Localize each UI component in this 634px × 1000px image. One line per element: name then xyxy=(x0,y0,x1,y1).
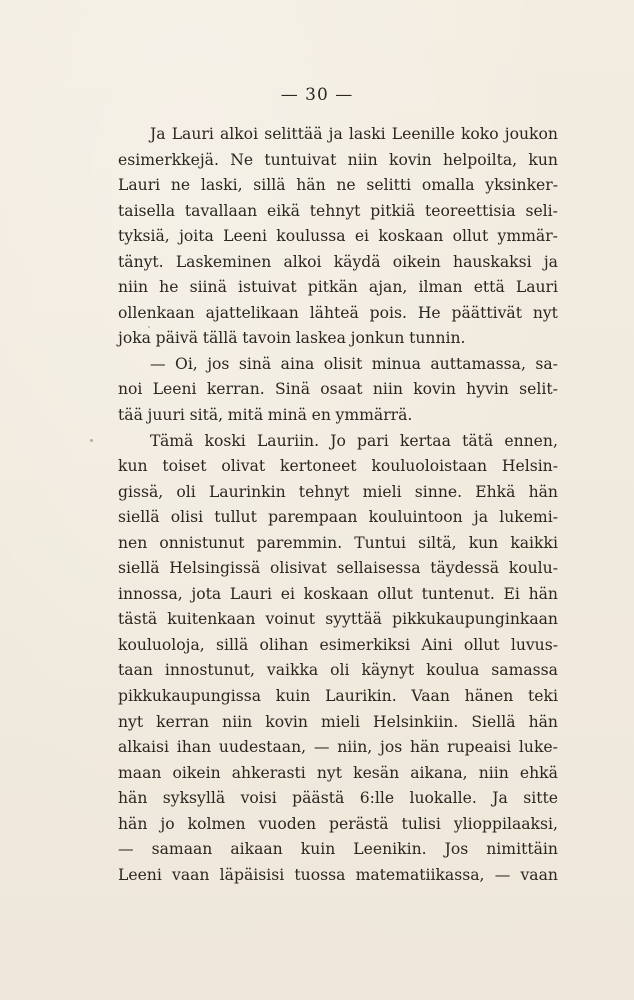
word: kouluoloja, xyxy=(118,635,205,654)
word: Tämä xyxy=(150,431,194,450)
word: 6:lle xyxy=(359,789,395,808)
word: kovin xyxy=(413,380,456,399)
word: Lauri xyxy=(118,176,161,195)
word: Leenikin. xyxy=(353,840,427,859)
word: koulu- xyxy=(508,559,558,578)
word: siellä xyxy=(118,559,160,578)
word: siltä, xyxy=(418,533,457,552)
word: Ne xyxy=(230,150,254,169)
word: ja xyxy=(543,252,558,271)
word: auttamassa, xyxy=(430,354,526,373)
word: maan xyxy=(118,763,162,782)
word: — xyxy=(150,354,166,373)
text-line xyxy=(118,837,558,863)
word: tulisi xyxy=(401,814,441,833)
word: jonkun xyxy=(350,329,405,348)
word: tunnin. xyxy=(409,329,466,348)
word: ehkä xyxy=(519,763,558,782)
word: Lauriin. xyxy=(256,431,320,450)
word: innostunut, xyxy=(164,661,255,680)
word: ennen, xyxy=(504,431,558,450)
word: rupeaisi xyxy=(447,738,512,757)
word: teoreettisia xyxy=(425,201,516,220)
word: kun xyxy=(118,457,148,476)
word: kaikki xyxy=(510,533,558,552)
text-line xyxy=(118,326,558,352)
word: sitä, xyxy=(189,406,224,425)
word: voisi xyxy=(240,789,277,808)
word: Helsinkiin. xyxy=(373,712,459,731)
word: kuin xyxy=(275,687,311,706)
word: Aini xyxy=(421,635,453,654)
word: joka xyxy=(118,329,151,348)
paper-speck xyxy=(90,439,93,442)
word: jo xyxy=(160,814,175,833)
word: Vaan xyxy=(411,687,450,706)
word: Laurikin. xyxy=(325,687,397,706)
word: käynyt xyxy=(361,661,415,680)
word: Lauri xyxy=(229,584,273,603)
word: tavoin xyxy=(242,329,292,348)
word: hän xyxy=(118,814,148,833)
word: helpoilta, xyxy=(442,150,518,169)
word: olivat xyxy=(221,457,266,476)
word: tuntenut. xyxy=(421,584,495,603)
word: ollut xyxy=(463,635,500,654)
word: hänen xyxy=(464,687,514,706)
word: ilman xyxy=(418,278,463,297)
word: Helsingissä xyxy=(169,559,261,578)
word: hauskaksi xyxy=(453,252,532,271)
word: oikein xyxy=(172,763,221,782)
word: Leeni xyxy=(152,380,197,399)
word: hän xyxy=(528,482,558,501)
text-line xyxy=(118,199,558,225)
text-line xyxy=(118,275,558,301)
word: luvus- xyxy=(510,635,558,654)
word: istuivat xyxy=(238,278,297,297)
word: ei xyxy=(354,227,370,246)
word: minua xyxy=(371,354,421,373)
word: Laurinkin xyxy=(208,482,286,501)
text-line xyxy=(118,607,558,633)
word: läpäisisi xyxy=(219,865,285,884)
word: nyt xyxy=(532,303,558,322)
word: Siellä xyxy=(471,712,516,731)
word: oli xyxy=(330,661,350,680)
word: ajattelikaan xyxy=(205,303,299,322)
word: noi xyxy=(118,380,143,399)
word: ollut xyxy=(452,227,489,246)
body-text xyxy=(118,122,558,888)
word: kouluintoon xyxy=(368,508,463,527)
text-line xyxy=(118,173,558,199)
word: matematiikassa, xyxy=(355,865,485,884)
word: samaan xyxy=(151,840,213,859)
text-line xyxy=(118,710,558,736)
word: hyvin xyxy=(466,380,509,399)
text-line xyxy=(118,786,558,812)
word: He xyxy=(417,303,441,322)
word: uudestaan, xyxy=(218,738,307,757)
word: osaat xyxy=(320,380,363,399)
word: sinä xyxy=(238,354,272,373)
word: Tuntui xyxy=(354,533,407,552)
word: teki xyxy=(528,687,558,706)
word: nyt xyxy=(316,763,343,782)
word: sitte xyxy=(523,789,558,808)
word: ymmärrä. xyxy=(335,406,413,425)
word: koulua xyxy=(426,661,480,680)
word: ne xyxy=(336,176,356,195)
word: sa- xyxy=(535,354,558,373)
word: jos xyxy=(207,354,230,373)
word: pitkiä xyxy=(370,201,416,220)
word: käydä xyxy=(333,252,381,271)
word: ollenkaan xyxy=(118,303,195,322)
text-line xyxy=(118,582,558,608)
word: siinä xyxy=(189,278,227,297)
word: alkoi xyxy=(219,125,259,143)
text-line xyxy=(118,301,558,327)
paper-speck xyxy=(148,326,150,328)
word: aina xyxy=(280,354,315,373)
word: oikein xyxy=(392,252,441,271)
word: mieli xyxy=(362,482,402,501)
word: toiset xyxy=(162,457,207,476)
word: Laskeminen xyxy=(175,252,272,271)
word: tehnyt xyxy=(309,201,361,220)
word: ylioppilaaksi, xyxy=(453,814,558,833)
word: Leenille xyxy=(391,125,455,143)
word: perästä xyxy=(329,814,389,833)
text-line xyxy=(118,454,558,480)
text-line xyxy=(118,633,558,659)
word: tätä xyxy=(462,431,494,450)
word: nimittäin xyxy=(486,840,558,859)
word: paremmin. xyxy=(256,533,343,552)
word: nen xyxy=(118,533,148,552)
word: olisit xyxy=(323,354,363,373)
word: ihan xyxy=(176,738,212,757)
text-line xyxy=(118,863,558,889)
word: kertoneet xyxy=(280,457,357,476)
word: päivä xyxy=(155,329,199,348)
text-line xyxy=(118,148,558,174)
word: kerran. xyxy=(206,380,265,399)
word: olisi xyxy=(170,508,204,527)
word: esimerkkejä. xyxy=(118,150,219,169)
word: taisella xyxy=(118,201,176,220)
word: kesän xyxy=(353,763,400,782)
word: pitkän xyxy=(307,278,358,297)
word: kuin xyxy=(300,840,336,859)
word: innossa, xyxy=(118,584,183,603)
word: oli xyxy=(176,482,196,501)
word: selit- xyxy=(519,380,558,399)
word: koskaan xyxy=(378,227,444,246)
word: laski xyxy=(348,125,386,143)
word: sinne. xyxy=(414,482,463,501)
word: Ja xyxy=(150,125,166,143)
word: sillä xyxy=(253,176,286,195)
word: olihan xyxy=(259,635,309,654)
word: minä xyxy=(267,406,307,425)
word: tuntuivat xyxy=(264,150,337,169)
word: voinut xyxy=(265,610,316,629)
word: vaan xyxy=(520,865,558,884)
word: ollut xyxy=(377,584,413,603)
word: niin xyxy=(222,712,253,731)
word: aikaan xyxy=(230,840,283,859)
word: lukemi- xyxy=(499,508,558,527)
word: mieli xyxy=(321,712,360,731)
word: pikkukaupungissa xyxy=(118,687,262,706)
word: Lauri xyxy=(515,278,558,297)
word: hän xyxy=(118,789,148,808)
word: hän xyxy=(528,712,558,731)
word: siellä xyxy=(118,508,160,527)
text-line xyxy=(118,122,558,148)
text-line xyxy=(118,377,558,403)
word: koskaan xyxy=(303,584,369,603)
word: laskea xyxy=(295,329,346,348)
word: Ja xyxy=(492,789,508,808)
word: laski, xyxy=(200,176,243,195)
word: ahkerasti xyxy=(231,763,306,782)
word: ja xyxy=(328,125,343,143)
word: koulussa xyxy=(276,227,346,246)
word: niin xyxy=(478,763,509,782)
word: että xyxy=(473,278,505,297)
word: tää xyxy=(118,406,143,425)
word: Jos xyxy=(444,840,469,859)
word: niin xyxy=(118,278,149,297)
word: juuri xyxy=(147,406,185,425)
word: vuoden xyxy=(258,814,317,833)
word: Ehkä xyxy=(475,482,516,501)
word: joita xyxy=(179,227,214,246)
word: tällä xyxy=(202,329,238,348)
text-line xyxy=(118,761,558,787)
word: tyksiä, xyxy=(118,227,170,246)
word: hän xyxy=(296,176,326,195)
word: hän xyxy=(410,738,440,757)
word: syyttää xyxy=(325,610,382,629)
word: Leeni xyxy=(223,227,267,246)
word: sillä xyxy=(216,635,249,654)
word: — xyxy=(118,840,134,859)
word: taan xyxy=(118,661,153,680)
word: alkaisi xyxy=(118,738,170,757)
word: ymmär- xyxy=(497,227,558,246)
word: tehnyt xyxy=(298,482,350,501)
word: Helsin- xyxy=(501,457,558,476)
word: yksinker- xyxy=(485,176,558,195)
word: — xyxy=(313,738,330,757)
word: päättivät xyxy=(451,303,522,322)
word: samassa xyxy=(491,661,558,680)
word: aikana, xyxy=(410,763,468,782)
word: mitä xyxy=(227,406,264,425)
word: luokalle. xyxy=(409,789,477,808)
word: Jo xyxy=(330,431,346,450)
text-line xyxy=(118,684,558,710)
word: parempaan xyxy=(268,508,358,527)
word: koko xyxy=(460,125,499,143)
text-line xyxy=(118,505,558,531)
word: vaikka xyxy=(266,661,319,680)
word: niin, xyxy=(337,738,373,757)
word: tänyt. xyxy=(118,252,164,271)
word: Sinä xyxy=(275,380,311,399)
word: selittää xyxy=(264,125,323,143)
word: alkoi xyxy=(283,252,322,271)
word: pois. xyxy=(369,303,407,322)
word: kolmen xyxy=(187,814,246,833)
word: tästä xyxy=(118,610,158,629)
text-line xyxy=(118,658,558,684)
word: kertaa xyxy=(399,431,451,450)
text-line xyxy=(118,224,558,250)
word: sellaisessa xyxy=(336,559,421,578)
word: luke- xyxy=(518,738,558,757)
word: kun xyxy=(528,150,558,169)
word: onnistunut xyxy=(159,533,245,552)
text-line xyxy=(118,556,558,582)
word: pari xyxy=(357,431,389,450)
word: ajan, xyxy=(368,278,408,297)
word: niin xyxy=(347,150,378,169)
word: kovin xyxy=(389,150,432,169)
word: Ei xyxy=(503,584,520,603)
word: en xyxy=(311,406,331,425)
word: kerran xyxy=(156,712,210,731)
word: seli- xyxy=(525,201,558,220)
word: koski xyxy=(204,431,246,450)
text-line xyxy=(118,812,558,838)
text-line xyxy=(118,429,558,455)
word: omalla xyxy=(421,176,475,195)
word: niin xyxy=(372,380,403,399)
word: selitti xyxy=(366,176,412,195)
word: vaan xyxy=(172,865,210,884)
text-line xyxy=(118,352,558,378)
word: kun xyxy=(468,533,499,552)
word: gissä, xyxy=(118,482,164,501)
word: tullut xyxy=(214,508,257,527)
page-number: — 30 — xyxy=(280,85,354,105)
text-line xyxy=(118,735,558,761)
text-line xyxy=(118,403,558,429)
word: eikä xyxy=(266,201,300,220)
text-line xyxy=(118,480,558,506)
word: olisivat xyxy=(270,559,327,578)
word: Lauri xyxy=(171,125,214,143)
word: tuossa xyxy=(294,865,346,884)
word: joukon xyxy=(504,125,558,143)
word: ne xyxy=(170,176,191,195)
word: ei xyxy=(280,584,295,603)
word: jos xyxy=(380,738,403,757)
word: esimerkiksi xyxy=(319,635,411,654)
word: Leeni xyxy=(118,865,162,884)
word: ja xyxy=(473,508,489,527)
word: nyt xyxy=(118,712,144,731)
word: — xyxy=(494,865,511,884)
word: jota xyxy=(191,584,222,603)
word: pikkukaupunginkaan xyxy=(392,610,558,629)
word: päästä xyxy=(292,789,345,808)
word: he xyxy=(159,278,179,297)
word: syksyllä xyxy=(162,789,226,808)
word: Oi, xyxy=(175,354,198,373)
text-line xyxy=(118,531,558,557)
word: täydessä xyxy=(430,559,500,578)
word: tavallaan xyxy=(184,201,258,220)
word: hän xyxy=(528,584,558,603)
word: kovin xyxy=(265,712,308,731)
text-line xyxy=(118,250,558,276)
word: lähteä xyxy=(309,303,359,322)
word: kuitenkaan xyxy=(167,610,256,629)
word: kouluoloistaan xyxy=(371,457,488,476)
